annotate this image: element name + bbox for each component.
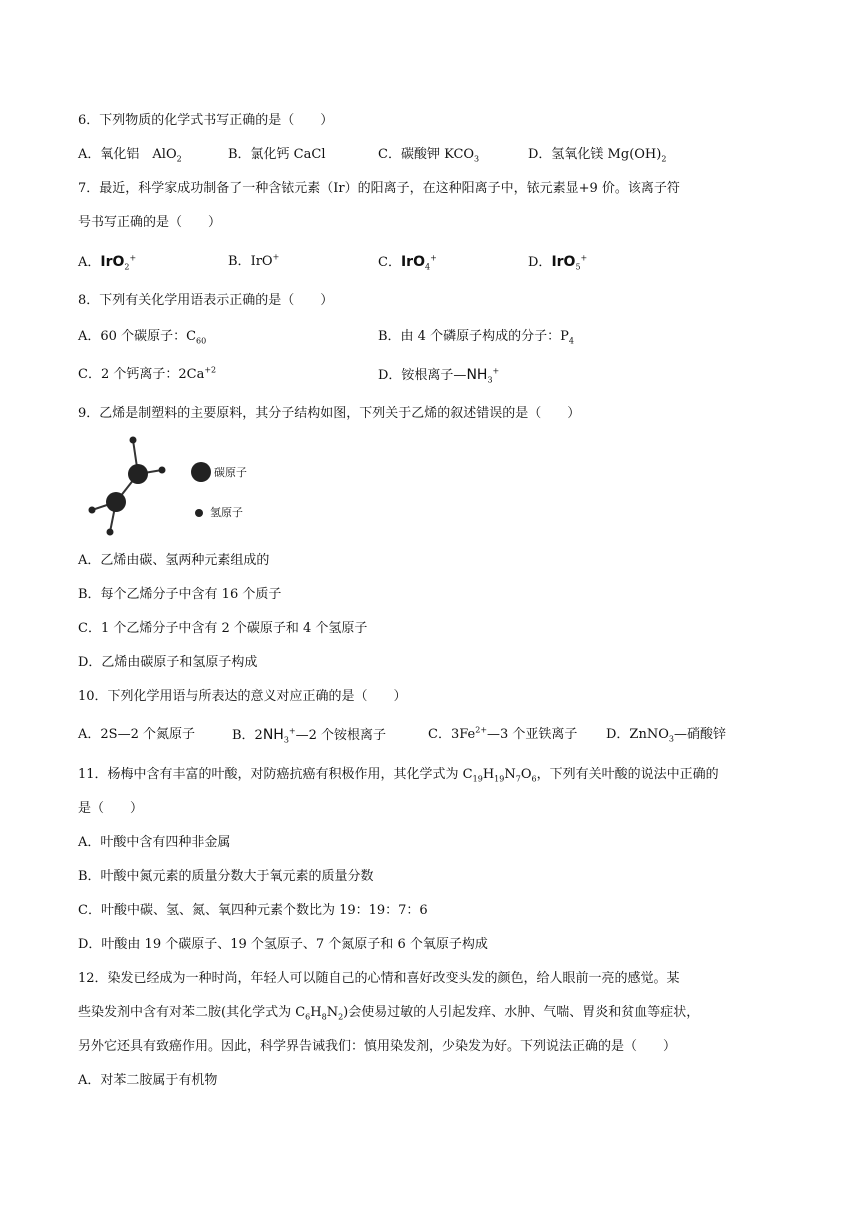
q11-stem-line2: 是（ ） bbox=[78, 801, 144, 816]
q12-stem-line2: 些染发剂中含有对苯二胺(其化学式为 $C_6H_8N_2$)会使易过敏的人引起发痒、水肿、气喘、胃炎和贫血等症状， bbox=[78, 1005, 700, 1022]
q6-option-c: C．碳酸钾 $KCO_3$ bbox=[378, 147, 480, 164]
q11-stem-line1: 11．杨梅中含有丰富的叶酸，对防癌抗癌有积极作用，其化学式为 $C_{19}H_{19}N_7O_6$，下列有关叶酸的说法中正确的 bbox=[78, 767, 719, 784]
q11-option-a: A．叶酸中含有四种非金属 bbox=[78, 835, 231, 850]
q8-option-d: D．铵根离子$—NH_3^+$ bbox=[378, 366, 500, 385]
q11-option-d: D．叶酸由 19 个碳原子、19 个氢原子、7 个氮原子和 6 个氧原子构成 bbox=[78, 937, 488, 952]
q10-option-c: C．$3Fe^{2+}—3$ 个亚铁离子 bbox=[428, 725, 578, 742]
q11-option-c: C．叶酸中碳、氢、氮、氧四种元素个数比为 19：19：7：6 bbox=[78, 903, 428, 918]
q8-stem: 8．下列有关化学用语表示正确的是（ ） bbox=[78, 293, 334, 308]
q12-stem-line3: 另外它还具有致癌作用。因此，科学界告诫我们：慎用染发剂，少染发为好。下列说法正确的是（ ） bbox=[78, 1039, 677, 1054]
hydrogen-atom-legend-label: 氢原子 bbox=[210, 506, 243, 519]
q7-stem-line2: 号书写正确的是（ ） bbox=[78, 215, 222, 230]
q9-stem: 9．乙烯是制塑料的主要原料，其分子结构如图，下列关于乙烯的叙述错误的是（ ） bbox=[78, 406, 581, 421]
q10-option-a: A．2S—2 个氮原子 bbox=[78, 727, 195, 742]
q6-option-d: D．氢氧化镁 $Mg(OH)_2$ bbox=[528, 147, 667, 164]
q12-option-a: A．对苯二胺属于有机物 bbox=[78, 1073, 218, 1088]
q8-option-c: C．2 个钙离子：$2Ca^{+2}$ bbox=[78, 365, 217, 382]
q7-option-a: A．IrO$_2$+ bbox=[78, 253, 137, 272]
ethylene-molecule-diagram bbox=[82, 432, 282, 542]
q7-option-c: C．IrO$_4$+ bbox=[378, 253, 437, 272]
q6-option-a: A．氧化铝 AlO$_2$ bbox=[78, 147, 182, 164]
q9-option-b: B．每个乙烯分子中含有 16 个质子 bbox=[78, 587, 282, 602]
q12-stem-line1: 12．染发已经成为一种时尚，年轻人可以随自己的心情和喜好改变头发的颜色，给人眼前一亮的感觉。某 bbox=[78, 971, 680, 986]
q11-option-b: B．叶酸中氮元素的质量分数大于氧元素的质量分数 bbox=[78, 869, 374, 884]
hydrogen-atom-legend-icon bbox=[195, 509, 203, 517]
q7-stem-line1: 7．最近，科学家成功制备了一种含铱元素（Ir）的阳离子，在这种阳离子中，铱元素显+9 价。该离子符 bbox=[78, 181, 680, 196]
carbon-atom-legend-icon bbox=[191, 462, 211, 482]
q7-option-b: B．IrO+ bbox=[228, 252, 280, 269]
carbon-atom-legend-label: 碳原子 bbox=[214, 466, 247, 479]
q8-option-b: B．由 4 个磷原子构成的分子：$P_4$ bbox=[378, 329, 574, 346]
q9-option-c: C．1 个乙烯分子中含有 2 个碳原子和 4 个氢原子 bbox=[78, 621, 368, 636]
q6-stem: 6．下列物质的化学式书写正确的是（ ） bbox=[78, 113, 334, 128]
q10-option-b: B．$2NH_3^+—2$ 个铵根离子 bbox=[232, 726, 387, 745]
q7-option-d: D．IrO$_5$+ bbox=[528, 253, 588, 272]
q9-option-a: A．乙烯由碳、氢两种元素组成的 bbox=[78, 553, 270, 568]
q8-option-a: A．60 个碳原子：$C_{60}$ bbox=[78, 329, 207, 346]
q9-option-d: D．乙烯由碳原子和氢原子构成 bbox=[78, 655, 258, 670]
q10-stem: 10．下列化学用语与所表达的意义对应正确的是（ ） bbox=[78, 689, 407, 704]
q6-option-b: B．氯化钙 CaCl bbox=[228, 147, 326, 162]
q10-option-d: D．ZnNO$_3$—硝酸锌 bbox=[606, 727, 726, 744]
